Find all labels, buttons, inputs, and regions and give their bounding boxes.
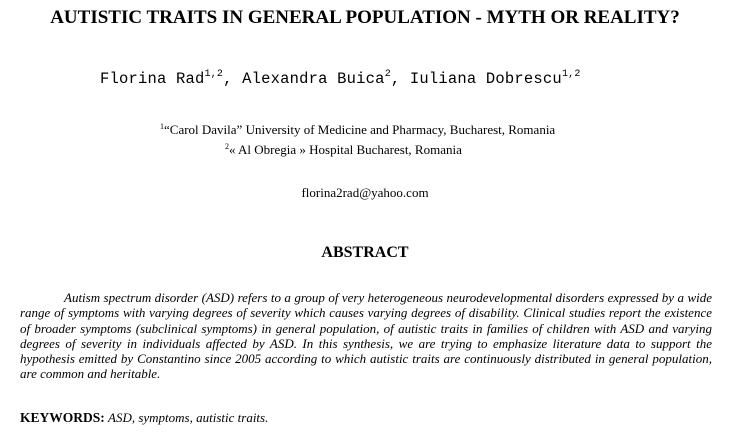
author [100, 70, 242, 88]
author [242, 70, 410, 88]
abstract-body: Autism spectrum disorder (ASD) refers to a group of very heterogeneous neurodevelopmental disorders expressed by a wide range of symptoms with varying degrees of severity which causes varying degrees of disability. Clinical studies report the existence of broader symptoms (subclinical symptoms) in general population, of autistic traits in families of children with ASD and varying degrees of severity in individuals affected by ASD. In this synthesis, we are trying to emphasize literature data to support the hypothesis emitted by Constantino since 2005 according to which autistic traits are continuously distributed in general population, are common and heritable. [20, 290, 712, 382]
author-separator: , [390, 70, 410, 88]
author-name: Alexandra Buica [242, 70, 385, 88]
keywords-label: KEYWORDS: [20, 410, 105, 425]
author-separator: , [223, 70, 243, 88]
affiliation-mark: 2 [225, 142, 229, 151]
author-list [100, 70, 700, 88]
affiliation [0, 142, 730, 158]
author-affil-mark: 1,2 [561, 69, 581, 80]
author-name: Iuliana Dobrescu [409, 70, 562, 88]
author-name: Florina Rad [100, 70, 205, 88]
paper-title: AUTISTIC TRAITS IN GENERAL POPULATION - MYTH OR REALITY? [50, 7, 680, 28]
keywords [20, 410, 268, 426]
author-affil-mark: 2 [384, 69, 391, 80]
affiliation-mark: 1 [160, 122, 164, 131]
keywords-value: ASD, symptoms, autistic traits. [108, 410, 269, 425]
affiliation-text: « Al Obregia » Hospital Bucharest, Romania [229, 142, 462, 157]
author-affil-mark: 1,2 [204, 69, 224, 80]
author [410, 70, 581, 88]
affiliation [0, 122, 730, 138]
affiliation-text: “Carol Davila” University of Medicine and Pharmacy, Bucharest, Romania [164, 122, 556, 137]
abstract-heading: ABSTRACT [321, 244, 409, 261]
contact-email: florina2rad@yahoo.com [301, 185, 429, 200]
